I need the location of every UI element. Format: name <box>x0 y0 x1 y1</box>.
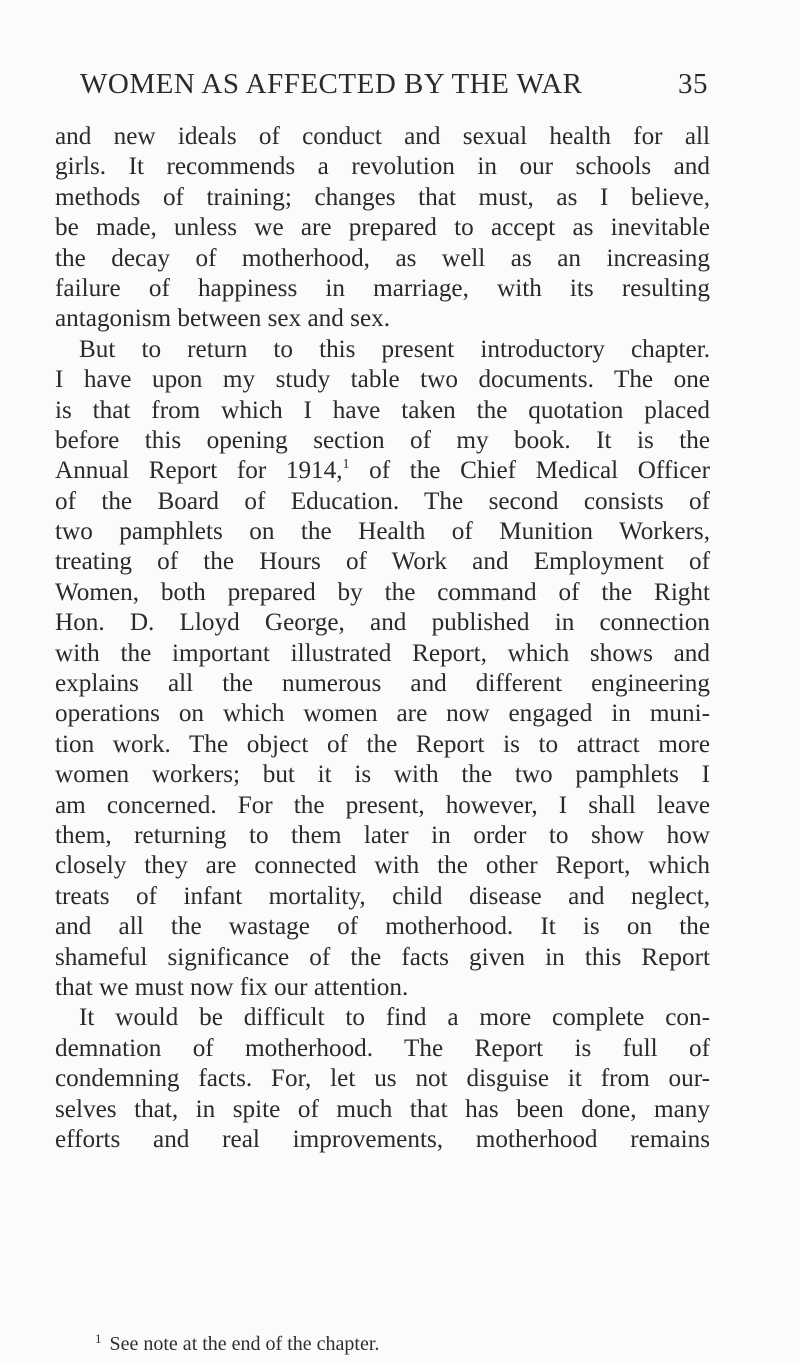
text-line: I have upon my study table two documents. The one <box>55 366 710 394</box>
text-line: Women, both prepared by the command of the Right <box>55 578 710 606</box>
text-segment: Annual Report for 1914, <box>55 457 343 485</box>
text-line: am concerned. For the present, however, I shall leave <box>55 791 710 819</box>
text-line: the decay of motherhood, as well as an increasing <box>55 244 710 272</box>
page-number: 35 <box>678 68 708 100</box>
text-line: and all the wastage of motherhood. It is on the <box>55 913 710 941</box>
running-head-title: WOMEN AS AFFECTED BY THE WAR <box>80 68 583 100</box>
text-line: treats of infant mortality, child disease and neglect, <box>55 882 710 910</box>
text-line: Hon. D. Lloyd George, and published in connection <box>55 609 710 637</box>
text-line: selves that, in spite of much that has been done, many <box>55 1095 710 1123</box>
text-line: efforts and real improvements, motherhood remains <box>55 1125 710 1153</box>
text-line: of the Board of Education. The second consists of <box>55 487 710 515</box>
text-line: failure of happiness in marriage, with its resulting <box>55 274 710 302</box>
footnote <box>95 1327 379 1356</box>
text-line: operations on which women are now engaged in muni- <box>55 700 710 728</box>
text-line: methods of training; changes that must, as I believe, <box>55 183 710 211</box>
text-line: It would be difficult to find a more complete con- <box>79 1004 710 1032</box>
text-segment: of the Chief Medical Officer <box>349 457 710 485</box>
text-line: condemning facts. For, let us not disguise it from our- <box>55 1065 710 1093</box>
body-text <box>55 122 710 1155</box>
text-line: demnation of motherhood. The Report is full of <box>55 1034 710 1062</box>
text-line: But to return to this present introductory chapter. <box>79 335 710 363</box>
text-line: antagonism between sex and sex. <box>55 305 391 333</box>
text-line: is that from which I have taken the quotation placed <box>55 396 710 424</box>
text-line: and new ideals of conduct and sexual health for all <box>55 123 710 150</box>
text-line: closely they are connected with the other Report, which <box>55 852 710 880</box>
running-head <box>80 68 708 108</box>
text-line: that we must now fix our attention. <box>55 973 409 1001</box>
footnote-mark: 1 <box>95 1331 102 1346</box>
text-line: shameful significance of the facts given in this Report <box>55 943 710 971</box>
footnote-reference[interactable]: 1 <box>342 457 350 473</box>
text-line: explains all the numerous and different engineering <box>55 670 710 698</box>
text-line: girls. It recommends a revolution in our schools and <box>55 153 710 181</box>
text-line-with-footnote <box>55 456 710 486</box>
footnote-text: See note at the end of the chapter. <box>109 1333 380 1355</box>
text-line: tion work. The object of the Report is to attract more <box>55 730 710 758</box>
text-line: them, returning to them later in order to show how <box>55 821 710 849</box>
text-line: women workers; but it is with the two pamphlets I <box>55 761 710 789</box>
text-line: with the important illustrated Report, which shows and <box>55 639 710 667</box>
text-line: two pamphlets on the Health of Munition Workers, <box>55 518 710 546</box>
text-line: before this opening section of my book. It is the <box>55 426 710 454</box>
text-line: be made, unless we are prepared to accept as inevitable <box>55 214 710 242</box>
text-line: treating of the Hours of Work and Employment of <box>55 548 710 576</box>
